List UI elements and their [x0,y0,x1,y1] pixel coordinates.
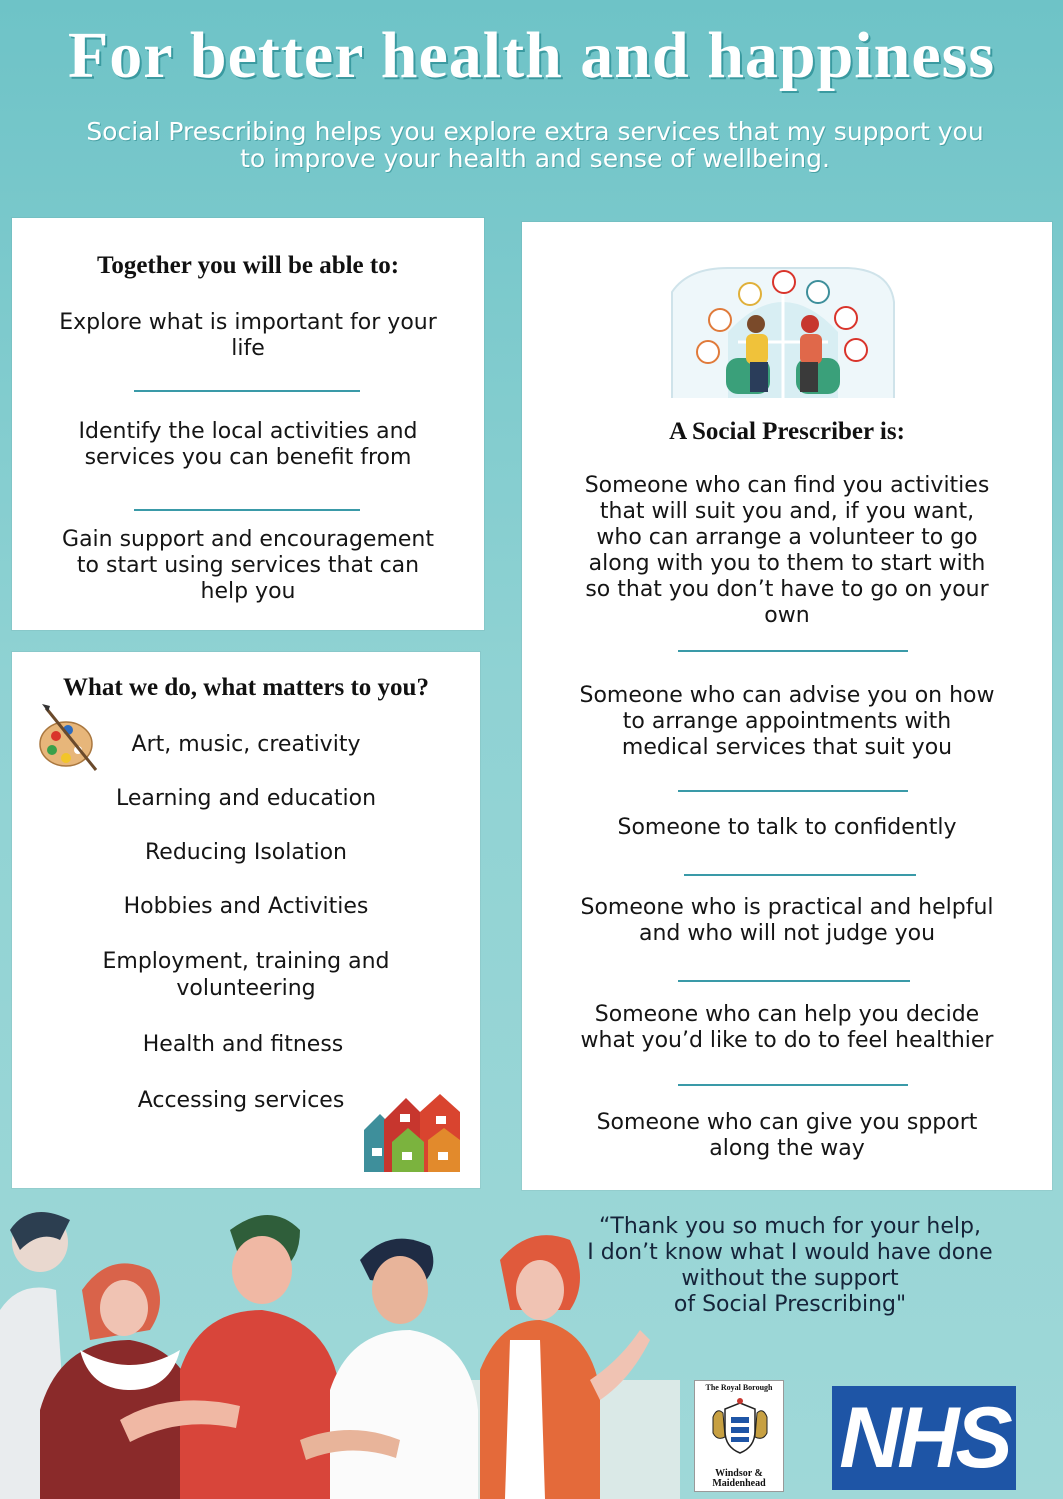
item-line: medical services that suit you [621,735,953,760]
prescriber-item [542,473,1032,629]
item-line: Someone to talk to confidently [617,815,957,840]
item-line: who can arrange a volunteer to go [596,525,978,550]
item-line: to arrange appointments with [622,709,952,734]
item-line: help you [200,579,296,604]
together-heading: Together you will be able to: [96,252,400,279]
item-line: Accessing services [137,1088,345,1113]
divider [684,874,916,876]
item-line: Someone who can advise you on how [579,683,995,708]
social-prescriber-card [522,222,1052,1190]
quote-line: without the support [681,1266,899,1291]
logo-line: Windsor & [715,1468,763,1479]
logo-line: Maidenhead [712,1478,766,1489]
item-line: own [764,603,810,628]
prescriber-item [542,683,1032,761]
item-line: Reducing Isolation [145,840,347,865]
item-line: Gain support and encouragement [62,527,434,552]
what-heading: What we do, what matters to you? [63,674,429,701]
royal-borough-logo [694,1380,784,1492]
coat-of-arms-icon [709,1397,771,1457]
what-item [12,785,480,812]
quote-line: of Social Prescribing" [673,1292,907,1317]
testimonial-quote [560,1214,1020,1318]
divider [134,390,360,392]
subtitle-line: to improve your health and sense of wellbeing. [240,144,830,173]
what-we-do-card [12,652,480,1188]
page-title: For better health and happiness [67,19,996,92]
item-line: Someone who is practical and helpful [580,895,994,920]
divider [678,790,908,792]
item-line: Health and fitness [142,1032,344,1057]
item-line: Someone who can find you activities [584,473,990,498]
what-item [12,731,480,758]
item-line: Employment, training and [102,949,390,974]
together-item [32,310,464,362]
two-people-conversation-illustration [668,262,898,400]
logo-top-text: The Royal Borough [705,1383,773,1392]
prescriber-item [542,1002,1032,1054]
together-item [32,419,464,471]
prescriber-item [542,1110,1032,1162]
item-line: along the way [709,1136,865,1161]
logo-bottom-text [695,1469,783,1489]
houses-icon [362,1090,464,1176]
item-line: services you can benefit from [84,445,412,470]
what-item [12,1031,474,1058]
item-line: Someone who can help you decide [594,1002,980,1027]
item-line: so that you don’t have to go on your [585,577,989,602]
page-subtitle [30,118,1040,172]
divider [678,1084,908,1086]
item-line: and who will not judge you [638,921,936,946]
item-line: Someone who can give you spport [596,1110,978,1135]
what-item [12,948,480,1002]
item-line: along with you to them to start with [588,551,986,576]
item-line: to start using services that can [76,553,420,578]
item-line: what you’d like to do to feel healthier [580,1028,994,1053]
item-line: Hobbies and Activities [123,894,369,919]
together-item [32,527,464,605]
divider [678,980,910,982]
nhs-logo: NHS [832,1386,1016,1490]
quote-line: “Thank you so much for your help, [599,1214,981,1239]
what-item [12,839,480,866]
item-line: Explore what is important for your [59,310,437,335]
item-line: Identify the local activities and [78,419,418,444]
divider [678,650,908,652]
item-line: volunteering [176,976,316,1001]
what-item [12,893,480,920]
quote-line: I don’t know what I would have done [587,1240,993,1265]
prescriber-heading: A Social Prescriber is: [669,418,905,445]
prescriber-item [542,895,1032,947]
item-line: Learning and education [115,786,377,811]
item-line: Art, music, creativity [131,732,361,757]
item-line: life [231,336,265,361]
prescriber-item [542,815,1032,841]
subtitle-line: Social Prescribing helps you explore extra services that my support you [86,117,984,146]
item-line: that will suit you and, if you want, [599,499,975,524]
divider [134,509,360,511]
together-card [12,218,484,630]
